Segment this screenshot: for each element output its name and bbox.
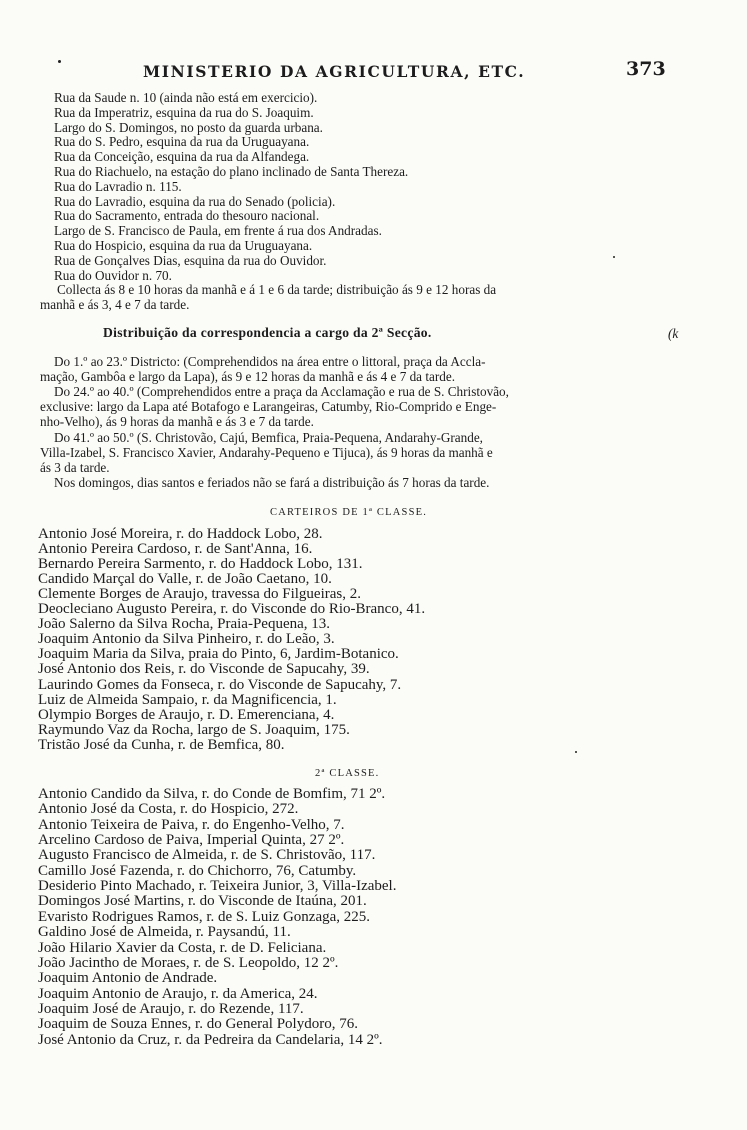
- carrier-entry: Evaristo Rodrigues Ramos, r. de S. Luiz Gonzaga, 225.: [38, 908, 371, 925]
- carrier-entry: Joaquim Maria da Silva, praia do Pinto, 6, Jardim-Botanico.: [38, 646, 399, 663]
- page-number: 373: [626, 58, 666, 80]
- schedule-line: exclusive: largo da Lapa até Botafogo e Larangeiras, Catumby, Rio-Comprido e Enge-: [40, 399, 497, 415]
- carrier-entry: Antonio Teixeira de Paiva, r. do Engenho-Velho, 7.: [38, 816, 345, 833]
- carrier-entry: Bernardo Pereira Sarmento, r. do Haddock Lobo, 131.: [38, 556, 363, 573]
- carrier-entry: Domingos José Martins, r. do Visconde de Itaúna, 201.: [38, 893, 367, 910]
- location-line: Largo do S. Domingos, no posto da guarda urbana.: [54, 119, 323, 135]
- location-line: Rua da Imperatriz, esquina da rua do S. Joaquim.: [54, 104, 314, 120]
- location-line: Rua do Lavradio n. 115.: [54, 178, 182, 194]
- carrier-entry: Clemente Borges de Araujo, travessa do Filgueiras, 2.: [38, 586, 361, 603]
- carrier-entry: Joaquim Antonio de Andrade.: [38, 970, 218, 987]
- location-line: Rua do Hospicio, esquina da rua da Uruguayana.: [54, 238, 313, 253]
- carrier-entry: Olympio Borges de Araujo, r. D. Emerenciana, 4.: [38, 706, 335, 723]
- page-header: [0, 58, 747, 84]
- schedule-line: Villa-Izabel, S. Francisco Xavier, Andarahy-Pequeno e Tijuca), ás 9 horas da manhã e: [40, 444, 493, 460]
- location-line: Rua de Gonçalves Dias, esquina da rua do Ouvidor.: [54, 252, 327, 268]
- carrier-entry: João Jacintho de Moraes, r. de S. Leopoldo, 12 2º.: [38, 954, 339, 971]
- location-line: Rua da Saude n. 10 (ainda não está em exercicio).: [54, 90, 318, 105]
- schedule-line: mação, Gambôa e largo da Lapa), ás 9 e 12 horas da manhã e ás 4 e 7 da tarde.: [40, 369, 455, 385]
- carrier-entry: Joaquim José de Araujo, r. do Rezende, 117.: [38, 1000, 304, 1017]
- carrier-entry: Luiz de Almeida Sampaio, r. da Magnificencia, 1.: [38, 691, 337, 708]
- carrier-entry: Galdino José de Almeida, r. Paysandú, 11.: [38, 924, 291, 941]
- location-line: Rua do Ouvidor n. 70.: [54, 267, 172, 283]
- carrier-entry: Joaquim Antonio da Silva Pinheiro, r. do Leão, 3.: [38, 631, 335, 648]
- carrier-entry: João Salerno da Silva Rocha, Praia-Pequena, 13.: [38, 616, 331, 633]
- carrier-entry: Joaquim Antonio de Araujo, r. da America, 24.: [38, 985, 318, 1002]
- schedule-line: nho-Velho), ás 9 horas da manhã e ás 3 e 7 da tarde.: [40, 414, 314, 430]
- carrier-entry: Raymundo Vaz da Rocha, largo de S. Joaquim, 175.: [38, 721, 350, 738]
- schedule-line: Nos domingos, dias santos e feriados não se fará a distribuição ás 7 horas da tarde.: [54, 474, 490, 490]
- carrier-entry: Desiderio Pinto Machado, r. Teixeira Junior, 3, Villa-Izabel.: [38, 878, 397, 895]
- carrier-entry: Camillo José Fazenda, r. do Chichorro, 76, Catumby.: [38, 862, 357, 879]
- carrier-entry: Laurindo Gomes da Fonseca, r. do Visconde de Sapucahy, 7.: [38, 676, 402, 693]
- location-line: Rua da Conceição, esquina da rua da Alfandega.: [54, 149, 310, 165]
- carrier-entry: Candido Marçal do Valle, r. de João Caetano, 10.: [38, 571, 332, 588]
- carrier-entry: Augusto Francisco de Almeida, r. de S. Christovão, 117.: [38, 847, 376, 864]
- location-line: Largo de S. Francisco de Paula, em frente á rua dos Andradas.: [54, 223, 382, 239]
- carrier-entry: João Hilario Xavier da Costa, r. de D. Feliciana.: [38, 939, 327, 956]
- ink-speck: [575, 751, 577, 753]
- location-line: Rua do Sacramento, entrada do thesouro nacional.: [54, 208, 320, 224]
- marginal-mark: (k: [668, 326, 679, 341]
- schedule-line: Do 24.º ao 40.º (Comprehendidos entre a praça da Acclamação e rua de S. Christovão,: [54, 384, 509, 400]
- carrier-entry: Arcelino Cardoso de Paiva, Imperial Quinta, 27 2º.: [38, 832, 345, 849]
- carrier-entry: Joaquim de Souza Ennes, r. do General Polydoro, 76.: [38, 1016, 358, 1033]
- ink-speck: [58, 60, 61, 63]
- carrier-entry: Tristão José da Cunha, r. de Bemfica, 80.: [38, 736, 285, 753]
- location-line: manhã e ás 3, 4 e 7 da tarde.: [40, 297, 190, 313]
- carrier-entry: Antonio José da Costa, r. do Hospicio, 272.: [38, 801, 299, 818]
- carrier-entry: Antonio Candido da Silva, r. do Conde de Bomfim, 71 2º.: [38, 786, 386, 802]
- location-line: Rua do S. Pedro, esquina da rua da Uruguayana.: [54, 134, 310, 150]
- carrier-entry: Antonio Pereira Cardoso, r. de Sant'Anna, 16.: [38, 541, 313, 558]
- running-title: MINISTERIO DA AGRICULTURA, ETC.: [143, 62, 526, 81]
- carrier-entry: Deocleciano Augusto Pereira, r. do Visconde do Rio-Branco, 41.: [38, 601, 426, 618]
- location-line: Rua do Riachuelo, na estação do plano inclinado de Santa Thereza.: [54, 164, 409, 179]
- distribution-heading: Distribuição da correspondencia a cargo da 2ª Secção.: [103, 325, 432, 340]
- carrier-entry: José Antonio dos Reis, r. do Visconde de Sapucahy, 39.: [38, 661, 370, 678]
- second-class-heading: 2ª CLASSE.: [315, 768, 380, 779]
- first-class-heading: CARTEIROS DE 1ª CLASSE.: [270, 507, 428, 518]
- ink-speck: [613, 256, 615, 258]
- schedule-line: ás 3 da tarde.: [40, 459, 110, 475]
- schedule-line: Do 1.º ao 23.º Districto: (Comprehendidos na área entre o littoral, praça da Accla-: [54, 354, 486, 369]
- location-line: Rua do Lavradio, esquina da rua do Senado (policia).: [54, 193, 336, 209]
- schedule-line: Do 41.º ao 50.º (S. Christovão, Cajú, Bemfica, Praia-Pequena, Andarahy-Grande,: [54, 429, 483, 445]
- carrier-entry: Antonio José Moreira, r. do Haddock Lobo, 28.: [38, 526, 323, 542]
- location-line: Collecta ás 8 e 10 horas da manhã e á 1 e 6 da tarde; distribuição ás 9 e 12 horas da: [57, 282, 497, 298]
- carrier-entry: José Antonio da Cruz, r. da Pedreira da Candelaria, 14 2º.: [38, 1031, 383, 1048]
